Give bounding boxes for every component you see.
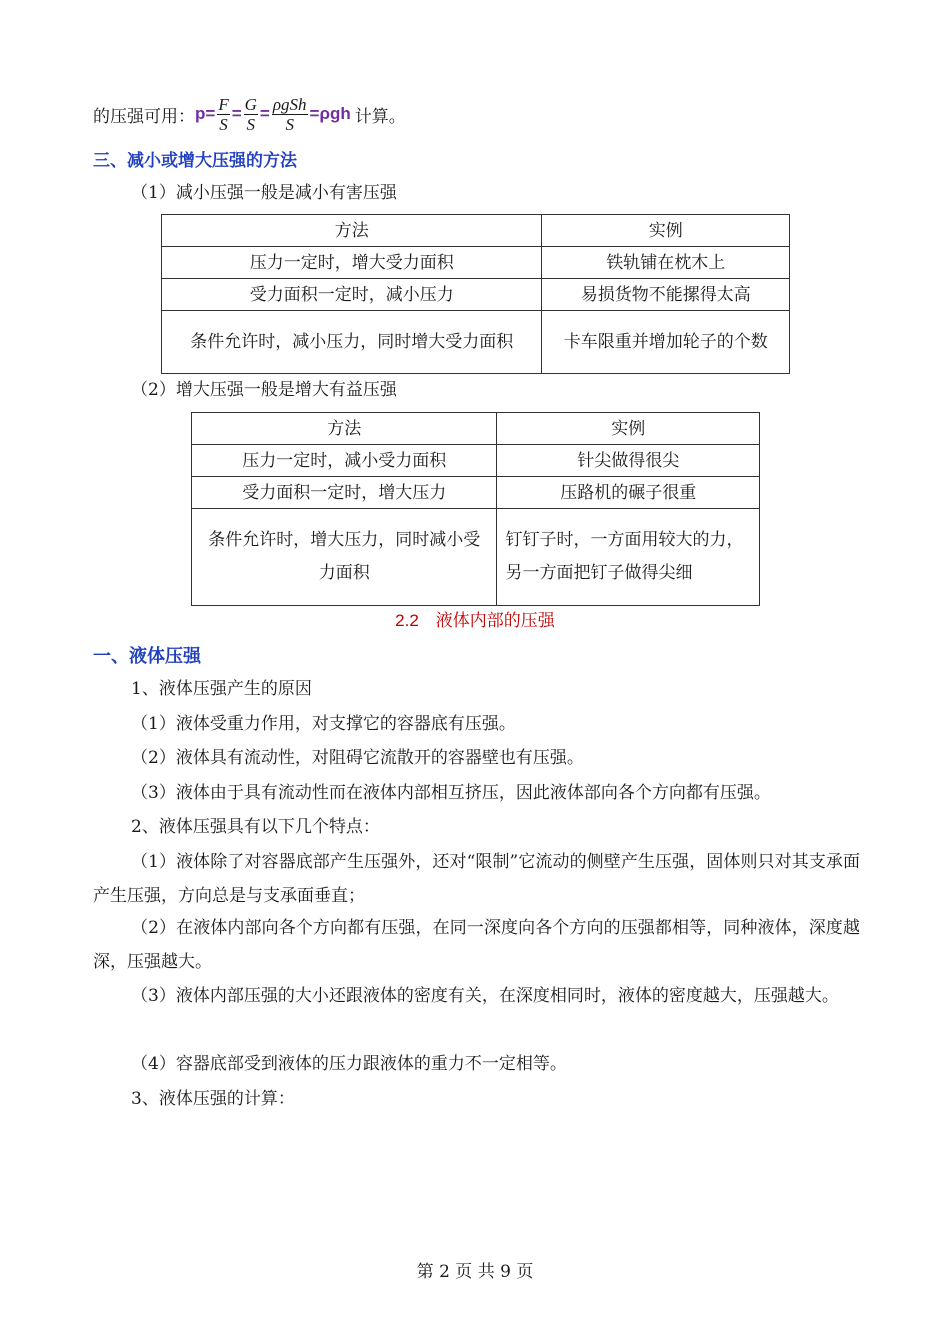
table-cell: 受力面积一定时，增大压力 [192,477,497,509]
fraction-g-over-s [244,95,258,134]
table-cell: 压力一定时，增大受力面积 [162,247,542,279]
fraction-rgsh-over-s [272,95,308,134]
chapter-title: 2.2 液体内部的压强 [395,611,555,630]
formula-p: p= [195,104,216,123]
table-cell: 压力一定时，减小受力面积 [192,445,497,477]
paragraph: （3）液体内部压强的大小还跟液体的密度有关，在深度相同时，液体的密度越大，压强越大。 [131,986,839,1006]
table-row [192,509,760,606]
paragraph: （2）液体具有流动性，对阻碍它流散开的容器壁也有压强。 [131,748,584,768]
subheading-increase: （2）增大压强一般是增大有益压强 [131,380,397,400]
paragraph: 3、液体压强的计算： [131,1089,295,1109]
table-header-row [192,413,760,445]
table-cell: 针尖做得很尖 [497,445,760,477]
paragraph: （1）液体除了对容器底部产生压强外，还对“限制”它流动的侧壁产生压强，固体则只对其支承面产生压强，方向总是与支承面垂直； [93,852,860,906]
table-row [162,311,790,374]
table-cell: 受力面积一定时，减小压力 [162,279,542,311]
fraction-f-over-s [217,95,229,134]
formula-prefix: 的压强可用： [93,106,195,127]
table-cell: 卡车限重并增加轮子的个数 [542,311,790,374]
table-cell: 易损货物不能摞得太高 [542,279,790,311]
table-cell: 铁轨铺在枕木上 [542,247,790,279]
table-increase-pressure [191,412,760,606]
formula-suffix: 计算。 [354,106,406,127]
formula-equals: = [231,104,242,123]
section-heading-3: 三、减小或增大压强的方法 [93,151,297,170]
table-cell: 钉钉子时，一方面用较大的力，另一方面把钉子做得尖细 [497,509,760,606]
table-cell: 压路机的碾子很重 [497,477,760,509]
table-cell: 条件允许时，减小压力，同时增大受力面积 [162,311,542,374]
fraction-denominator: S [219,114,228,134]
fraction-numerator: ρgSh [272,94,307,114]
table-row [192,445,760,477]
fraction-numerator: G [244,94,257,114]
table-row [162,247,790,279]
fraction-denominator: S [246,114,256,134]
paragraph: （3）液体由于具有流动性而在液体内部相互挤压，因此液体部向各个方向都有压强。 [131,783,771,803]
fraction-denominator: S [285,114,294,134]
table-reduce-pressure [161,214,790,374]
table-header-cell: 实例 [542,215,790,247]
table-row [162,279,790,311]
page-footer: 第 2 页 共 9 页 [416,1262,534,1282]
formula-line [93,92,406,136]
table-row [192,477,760,509]
formula-result: =ρgh [309,104,351,123]
paragraph: 2、液体压强具有以下几个特点： [131,817,380,837]
table-header-cell: 方法 [192,413,497,445]
formula-equals: = [259,104,270,123]
table-cell: 条件允许时，增大压力，同时减小受力面积 [192,509,497,606]
pressure-formula [195,95,351,134]
table-header-cell: 实例 [497,413,760,445]
paragraph: （4）容器底部受到液体的压力跟液体的重力不一定相等。 [131,1054,567,1074]
fraction-numerator: F [218,94,229,114]
paragraph: 1、液体压强产生的原因 [131,679,312,699]
table-header-row [162,215,790,247]
paragraph: （2）在液体内部向各个方向都有压强，在同一深度向各个方向的压强都相等，同种液体，深度越深，压强越大。 [93,918,860,972]
table-header-cell: 方法 [162,215,542,247]
subheading-reduce: （1）减小压强一般是减小有害压强 [131,183,397,203]
section-heading-1: 一、液体压强 [93,646,201,666]
paragraph: （1）液体受重力作用，对支撑它的容器底有压强。 [131,714,516,734]
